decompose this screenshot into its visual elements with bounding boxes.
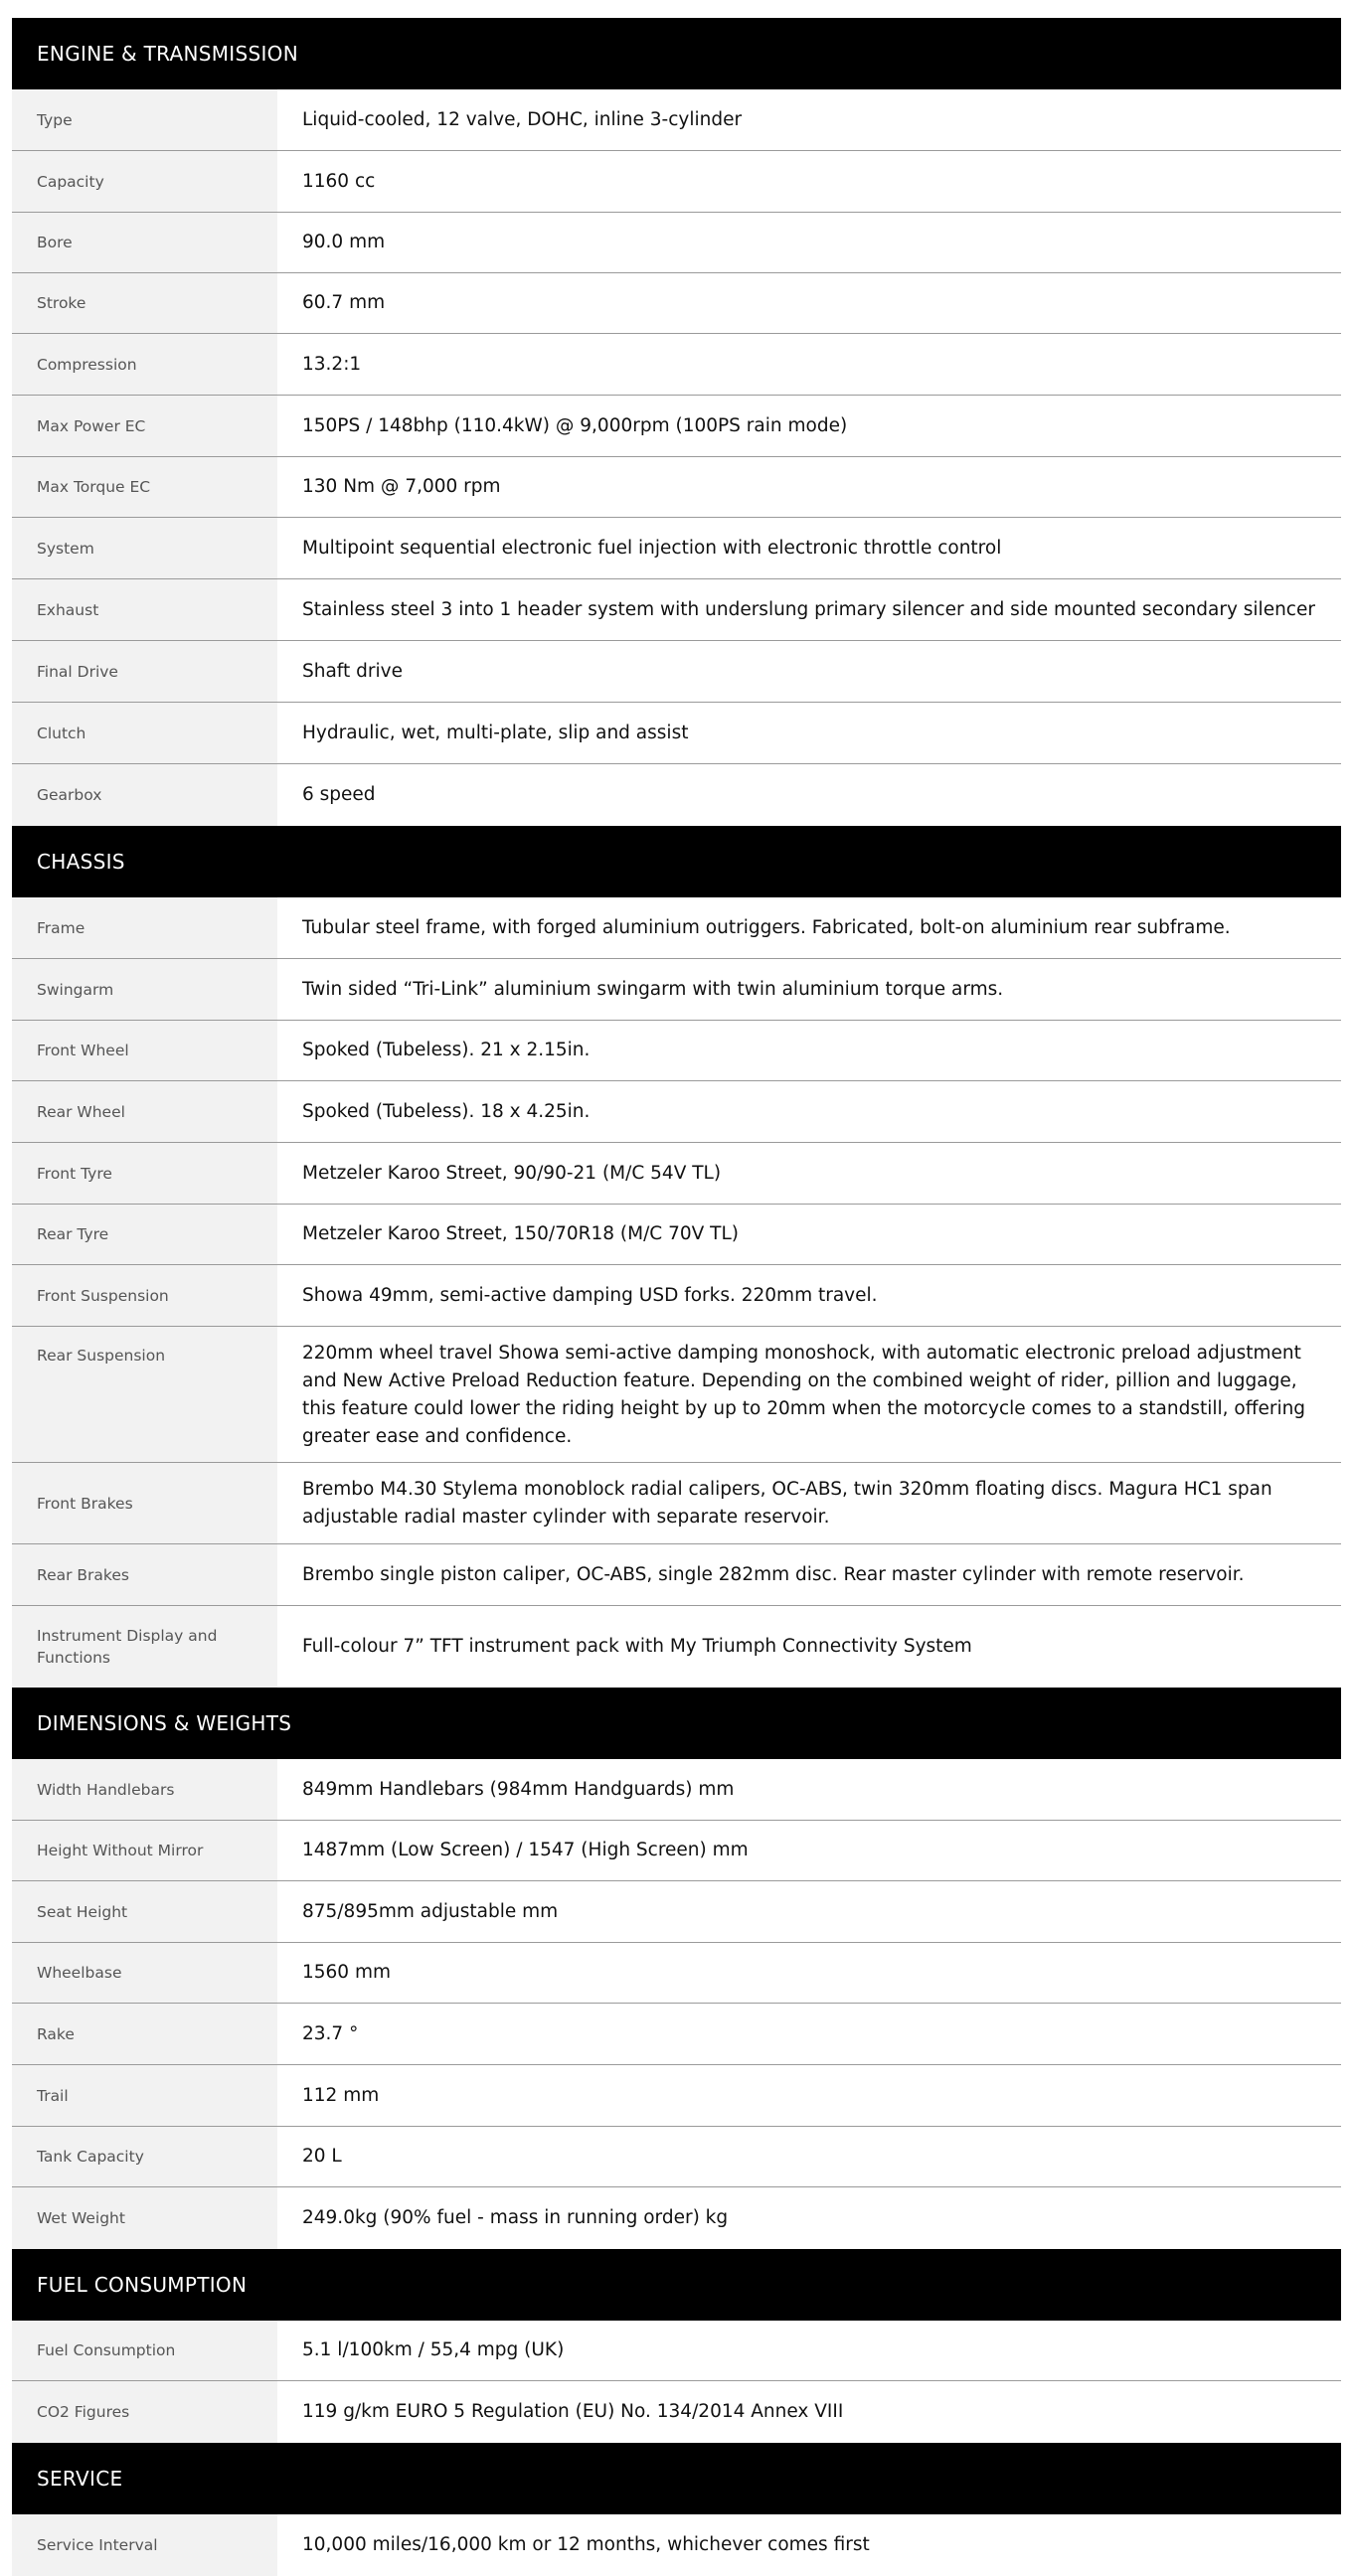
spec-label: Height Without Mirror (12, 1821, 277, 1880)
spec-row-front-brakes (12, 1463, 1341, 1544)
spec-value: 90.0 mm (302, 232, 386, 252)
spec-value: 1487mm (Low Screen) / 1547 (High Screen) mm (302, 1840, 749, 1860)
spec-row-exhaust (12, 579, 1341, 641)
section-header-dimensions-weights: DIMENSIONS & WEIGHTS (12, 1688, 1341, 1759)
spec-label: Wet Weight (12, 2187, 277, 2249)
spec-label: CO2 Figures (12, 2381, 277, 2443)
spec-value: 130 Nm @ 7,000 rpm (302, 476, 501, 497)
spec-row-fuel-consumption (12, 2321, 1341, 2381)
spec-row-height-without-mirror (12, 1821, 1341, 1881)
spec-value: 119 g/km EURO 5 Regulation (EU) No. 134/2014 Annex VIII (302, 2401, 844, 2422)
spec-label: Rear Wheel (12, 1081, 277, 1142)
spec-row-capacity (12, 151, 1341, 213)
spec-label: Type (12, 89, 277, 150)
spec-value: Brembo M4.30 Stylema monoblock radial calipers, OC-ABS, twin 320mm floating discs. Magura HC1 span adjustable radial master cylinder with separate reservoir. (302, 1478, 1272, 1528)
spec-value: Tubular steel frame, with forged aluminium outriggers. Fabricated, bolt-on aluminium rear subframe. (302, 916, 1231, 938)
spec-value: Brembo single piston caliper, OC-ABS, single 282mm disc. Rear master cylinder with remote reservoir. (302, 1563, 1245, 1585)
spec-value: Multipoint sequential electronic fuel injection with electronic throttle control (302, 537, 1002, 559)
spec-value: Spoked (Tubeless). 18 x 4.25in. (302, 1100, 591, 1122)
spec-value: Liquid-cooled, 12 valve, DOHC, inline 3-cylinder (302, 108, 743, 130)
spec-row-rear-tyre (12, 1205, 1341, 1265)
spec-label: Front Suspension (12, 1265, 277, 1326)
spec-row-front-wheel (12, 1021, 1341, 1081)
spec-row-bore (12, 213, 1341, 273)
spec-label: Frame (12, 897, 277, 958)
spec-value: 1160 cc (302, 170, 376, 192)
spec-label: Front Tyre (12, 1143, 277, 1204)
spec-row-tank-capacity (12, 2127, 1341, 2187)
spec-label: Front Wheel (12, 1021, 277, 1080)
spec-label: Front Brakes (12, 1463, 277, 1543)
spec-value: Showa 49mm, semi-active damping USD forks. 220mm travel. (302, 1284, 878, 1306)
spec-value: 20 L (302, 2146, 342, 2167)
spec-row-instrument-display (12, 1606, 1341, 1688)
spec-label: Clutch (12, 703, 277, 763)
spec-label: Stroke (12, 273, 277, 333)
spec-value: 13.2:1 (302, 353, 362, 375)
spec-label: Rear Tyre (12, 1205, 277, 1264)
spec-value: 23.7 ° (302, 2022, 359, 2044)
spec-label: Final Drive (12, 641, 277, 702)
spec-row-wheelbase (12, 1943, 1341, 2004)
spec-row-swingarm (12, 959, 1341, 1021)
spec-row-max-power (12, 396, 1341, 457)
section-header-service: SERVICE (12, 2443, 1341, 2514)
spec-row-type (12, 89, 1341, 151)
spec-row-max-torque (12, 457, 1341, 518)
spec-label: Trail (12, 2065, 277, 2126)
spec-label: Capacity (12, 151, 277, 212)
spec-value: Hydraulic, wet, multi-plate, slip and assist (302, 722, 689, 743)
spec-label: Max Power EC (12, 396, 277, 456)
spec-value: 849mm Handlebars (984mm Handguards) mm (302, 1778, 735, 1800)
spec-label: Gearbox (12, 764, 277, 826)
spec-value: Full-colour 7” TFT instrument pack with My Triumph Connectivity System (302, 1636, 972, 1657)
spec-value: 875/895mm adjustable mm (302, 1900, 559, 1922)
spec-label: Rake (12, 2004, 277, 2064)
spec-value: 150PS / 148bhp (110.4kW) @ 9,000rpm (100PS rain mode) (302, 414, 848, 436)
spec-row-clutch (12, 703, 1341, 764)
spec-value: Metzeler Karoo Street, 90/90-21 (M/C 54V TL) (302, 1162, 722, 1184)
spec-row-seat-height (12, 1881, 1341, 1943)
spec-label: Swingarm (12, 959, 277, 1020)
spec-row-rear-wheel (12, 1081, 1341, 1143)
spec-label: Service Interval (12, 2514, 277, 2576)
spec-table (12, 18, 1341, 2576)
spec-value: 220mm wheel travel Showa semi-active damping monoshock, with automatic electronic preload adjustment and New Active Preload Reduction feature. Depending on the combined weight of rider, pillion and luggage, this feature could lower the riding height by up to 20mm when the motorcycle comes to a standstill, offering greater ease and confidence. (302, 1343, 1306, 1447)
spec-value: Spoked (Tubeless). 21 x 2.15in. (302, 1040, 591, 1060)
spec-value: 1560 mm (302, 1962, 392, 1983)
section-header-engine-transmission: ENGINE & TRANSMISSION (12, 18, 1341, 89)
spec-value: Shaft drive (302, 660, 403, 682)
spec-row-rear-suspension (12, 1327, 1341, 1463)
spec-label: Compression (12, 334, 277, 395)
spec-label: Width Handlebars (12, 1759, 277, 1820)
section-header-fuel-consumption: FUEL CONSUMPTION (12, 2249, 1341, 2321)
spec-row-rake (12, 2004, 1341, 2065)
section-header-chassis: CHASSIS (12, 826, 1341, 897)
spec-label: Rear Brakes (12, 1544, 277, 1605)
spec-row-front-suspension (12, 1265, 1341, 1327)
spec-row-trail (12, 2065, 1341, 2127)
spec-row-compression (12, 334, 1341, 396)
spec-label: Wheelbase (12, 1943, 277, 2003)
spec-row-rear-brakes (12, 1544, 1341, 1606)
spec-row-frame (12, 897, 1341, 959)
spec-value: Twin sided “Tri-Link” aluminium swingarm with twin aluminium torque arms. (302, 978, 1004, 1000)
spec-row-co2-figures (12, 2381, 1341, 2443)
spec-label: Instrument Display and Functions (12, 1606, 277, 1688)
spec-row-wet-weight (12, 2187, 1341, 2249)
spec-value: 10,000 miles/16,000 km or 12 months, whichever comes first (302, 2534, 870, 2555)
spec-row-final-drive (12, 641, 1341, 703)
spec-label: Tank Capacity (12, 2127, 277, 2186)
spec-label: Rear Suspension (12, 1327, 277, 1462)
spec-label: System (12, 518, 277, 578)
spec-value: 60.7 mm (302, 292, 386, 313)
spec-row-gearbox (12, 764, 1341, 826)
spec-label: Max Torque EC (12, 457, 277, 517)
spec-label: Fuel Consumption (12, 2321, 277, 2380)
spec-value: Stainless steel 3 into 1 header system with underslung primary silencer and side mounted secondary silencer (302, 598, 1315, 620)
spec-label: Exhaust (12, 579, 277, 640)
spec-value: 5.1 l/100km / 55,4 mpg (UK) (302, 2339, 565, 2360)
spec-value: 6 speed (302, 784, 376, 805)
spec-value: Metzeler Karoo Street, 150/70R18 (M/C 70V TL) (302, 1223, 740, 1244)
spec-row-stroke (12, 273, 1341, 334)
spec-label: Bore (12, 213, 277, 272)
spec-row-front-tyre (12, 1143, 1341, 1205)
spec-row-service-interval (12, 2514, 1341, 2576)
spec-row-width-handlebars (12, 1759, 1341, 1821)
spec-label: Seat Height (12, 1881, 277, 1942)
spec-value: 249.0kg (90% fuel - mass in running order) kg (302, 2207, 729, 2228)
spec-row-system (12, 518, 1341, 579)
spec-value: 112 mm (302, 2084, 380, 2106)
